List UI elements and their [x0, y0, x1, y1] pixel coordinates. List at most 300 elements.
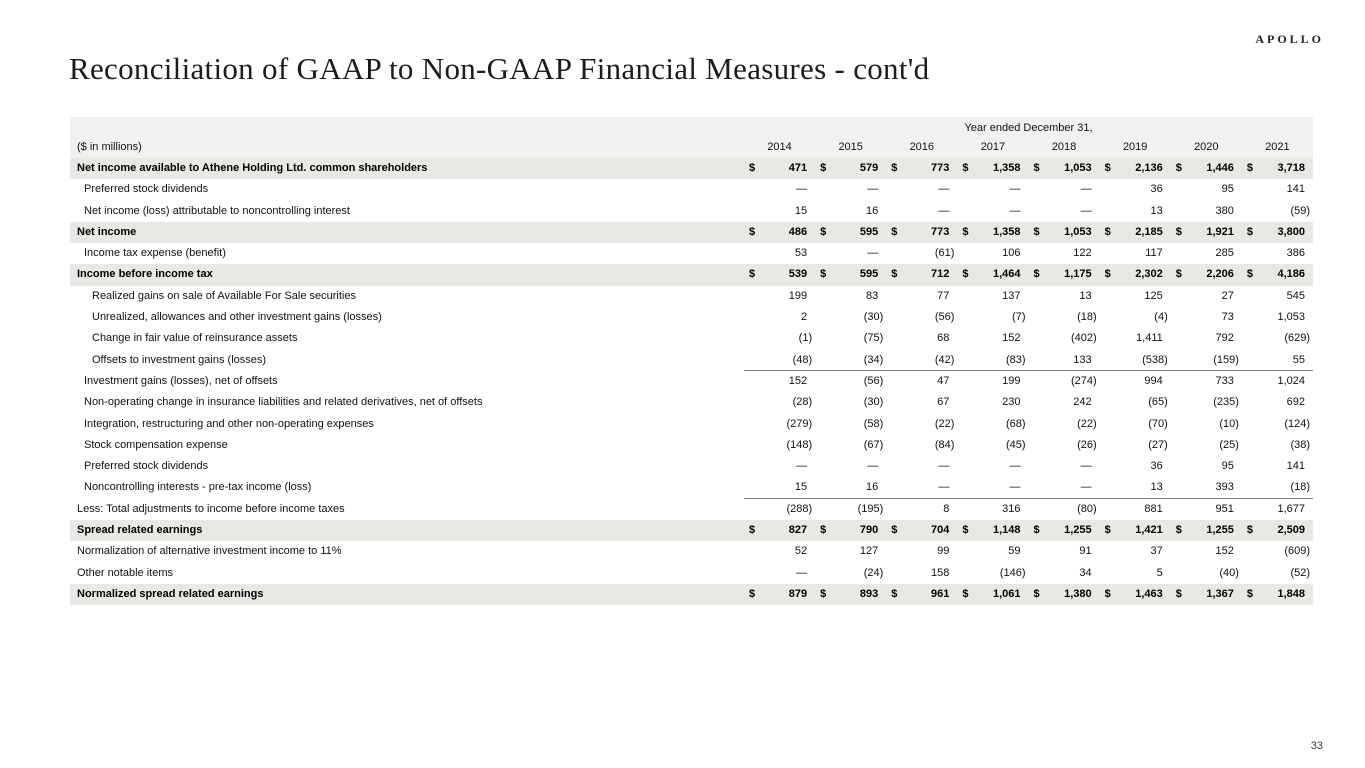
value-cell — [886, 179, 957, 200]
value-cell — [1242, 264, 1313, 285]
cell-value: 2,185 — [1135, 225, 1163, 238]
table-row — [70, 541, 1313, 562]
row-label: Non-operating change in insurance liabilities and related derivatives, net of offsets — [84, 396, 483, 409]
value-cell — [1171, 541, 1242, 562]
cell-value: 1,358 — [992, 225, 1021, 238]
cell-value: 242 — [1073, 396, 1092, 409]
cell-value: (34) — [863, 353, 884, 366]
currency-symbol: $ — [1246, 225, 1253, 238]
cell-value: (30) — [863, 396, 884, 409]
value-cell — [1242, 328, 1313, 349]
cell-value: 16 — [866, 204, 879, 217]
currency-symbol: $ — [891, 524, 898, 537]
cell-value: — — [867, 183, 879, 196]
cell-value: 773 — [931, 162, 950, 174]
row-values — [744, 286, 1313, 307]
value-cell — [744, 264, 815, 285]
currency-symbol: $ — [820, 162, 827, 174]
value-cell — [1242, 286, 1313, 307]
cell-value: 77 — [937, 289, 950, 302]
value-cell — [886, 414, 957, 435]
currency-symbol: $ — [1246, 587, 1253, 600]
cell-value: (75) — [863, 332, 884, 345]
period-header-label: Year ended December 31, — [964, 122, 1093, 134]
cell-value: (27) — [1148, 438, 1168, 451]
row-values — [744, 328, 1313, 349]
cell-value: 486 — [788, 225, 808, 238]
table-row — [70, 201, 1313, 222]
year-column-header: 2021 — [1265, 141, 1290, 153]
cell-value: (52) — [1290, 566, 1310, 579]
cell-value: — — [938, 183, 950, 196]
value-cell — [815, 435, 886, 456]
currency-symbol: $ — [1175, 268, 1182, 281]
cell-value: 3,800 — [1277, 225, 1305, 238]
value-cell — [744, 520, 815, 541]
value-cell — [957, 158, 1028, 179]
value-cell — [1100, 222, 1171, 243]
cell-value: 1,024 — [1277, 374, 1305, 387]
table-row — [70, 350, 1313, 371]
value-cell — [1100, 286, 1171, 307]
cell-value: 579 — [859, 162, 879, 174]
row-values — [744, 179, 1313, 200]
cell-value: 380 — [1215, 204, 1234, 217]
table-row — [70, 371, 1313, 392]
value-cell — [815, 414, 886, 435]
value-cell — [744, 456, 815, 477]
value-cell — [1029, 264, 1100, 285]
table-row — [70, 563, 1313, 584]
cell-value: 52 — [794, 545, 808, 558]
value-cell — [1029, 499, 1100, 520]
value-cell — [1029, 392, 1100, 413]
value-cell — [1029, 286, 1100, 307]
cell-value: (45) — [1005, 438, 1026, 451]
value-cell — [815, 307, 886, 328]
value-cell — [1029, 243, 1100, 264]
currency-symbol: $ — [1033, 225, 1040, 238]
row-label: Change in fair value of reinsurance assets — [92, 332, 298, 345]
table-header — [70, 117, 1313, 158]
cell-value: 1,061 — [992, 587, 1021, 600]
row-label: Investment gains (losses), net of offsets — [84, 374, 278, 387]
currency-symbol: $ — [1175, 225, 1182, 238]
value-cell — [1242, 563, 1313, 584]
value-cell — [957, 392, 1028, 413]
value-cell — [1029, 307, 1100, 328]
cell-value: (59) — [1290, 204, 1310, 217]
cell-value: (538) — [1142, 353, 1168, 366]
value-cell — [886, 243, 957, 264]
cell-value: 36 — [1150, 460, 1163, 473]
currency-symbol: $ — [749, 225, 756, 238]
cell-value: 34 — [1079, 566, 1092, 579]
value-cell — [957, 456, 1028, 477]
value-cell — [1242, 499, 1313, 520]
value-cell — [1100, 307, 1171, 328]
cell-value: 95 — [1221, 460, 1234, 473]
table-row — [70, 243, 1313, 264]
cell-value: (56) — [934, 311, 955, 324]
cell-value: 152 — [788, 374, 808, 387]
cell-value: 67 — [937, 396, 950, 409]
table-row — [70, 477, 1313, 498]
table-row — [70, 328, 1313, 349]
cell-value: (83) — [1005, 353, 1026, 366]
cell-value: 1,053 — [1277, 311, 1305, 324]
row-values — [744, 499, 1313, 520]
value-cell — [815, 371, 886, 392]
row-values — [744, 222, 1313, 243]
cell-value: 1,464 — [992, 268, 1021, 281]
value-cell — [886, 541, 957, 562]
cell-value: 152 — [1215, 545, 1234, 558]
value-cell — [957, 499, 1028, 520]
value-cell — [886, 520, 957, 541]
row-label: Less: Total adjustments to income before income taxes — [77, 502, 345, 515]
cell-value: (65) — [1148, 396, 1168, 409]
cell-value: 879 — [788, 587, 808, 600]
cell-value: (10) — [1219, 417, 1239, 430]
cell-value: 3,718 — [1277, 162, 1305, 174]
cell-value: 471 — [788, 162, 808, 174]
value-cell — [744, 328, 815, 349]
cell-value: 4,186 — [1277, 268, 1305, 281]
reconciliation-table — [70, 117, 1313, 605]
value-cell — [815, 222, 886, 243]
value-cell — [744, 201, 815, 222]
value-cell — [744, 584, 815, 605]
cell-value: 16 — [866, 481, 879, 494]
row-values — [744, 264, 1313, 285]
value-cell — [1029, 563, 1100, 584]
currency-symbol: $ — [820, 268, 827, 281]
cell-value: 393 — [1215, 481, 1234, 494]
cell-value: — — [1080, 460, 1092, 473]
cell-value: (30) — [863, 311, 884, 324]
cell-value: 1,411 — [1136, 332, 1163, 345]
cell-value: 141 — [1286, 460, 1305, 473]
table-body — [70, 158, 1313, 605]
cell-value: 773 — [931, 225, 950, 238]
value-cell — [1242, 201, 1313, 222]
value-cell — [1100, 179, 1171, 200]
value-cell — [1029, 520, 1100, 541]
value-cell — [744, 435, 815, 456]
row-values — [744, 201, 1313, 222]
cell-value: 2,206 — [1206, 268, 1234, 281]
cell-value: (195) — [857, 502, 884, 515]
value-cell — [1242, 179, 1313, 200]
value-cell — [1029, 158, 1100, 179]
row-values — [744, 350, 1313, 371]
value-cell — [1171, 264, 1242, 285]
value-cell — [815, 158, 886, 179]
value-cell — [1171, 243, 1242, 264]
value-cell — [886, 158, 957, 179]
cell-value: (58) — [863, 417, 884, 430]
value-cell — [1171, 222, 1242, 243]
year-header-row — [70, 137, 1313, 158]
table-row — [70, 392, 1313, 413]
cell-value: 117 — [1145, 247, 1163, 260]
page-title: Reconciliation of GAAP to Non-GAAP Financial Measures - cont'd — [69, 51, 930, 86]
value-cell — [886, 435, 957, 456]
value-cell — [886, 328, 957, 349]
units-label: ($ in millions) — [77, 141, 142, 153]
value-cell — [1100, 520, 1171, 541]
cell-value: 141 — [1286, 183, 1305, 196]
value-cell — [815, 350, 886, 370]
currency-symbol: $ — [891, 268, 898, 281]
currency-symbol: $ — [820, 524, 827, 537]
table-row — [70, 584, 1313, 605]
cell-value: 15 — [794, 204, 808, 217]
cell-value: — — [1009, 460, 1021, 473]
cell-value: (56) — [863, 374, 884, 387]
value-cell — [886, 584, 957, 605]
value-cell — [957, 307, 1028, 328]
cell-value: (146) — [999, 566, 1026, 579]
cell-value: (40) — [1219, 566, 1239, 579]
value-cell — [1171, 350, 1242, 370]
year-column-header: 2017 — [980, 141, 1006, 153]
cell-value: 595 — [859, 225, 879, 238]
currency-symbol: $ — [1104, 268, 1111, 281]
currency-symbol: $ — [962, 162, 969, 174]
row-values — [744, 158, 1313, 179]
row-label: Offsets to investment gains (losses) — [92, 353, 267, 366]
row-values — [744, 477, 1313, 498]
currency-symbol: $ — [749, 162, 756, 174]
value-cell — [1242, 414, 1313, 435]
cell-value: 5 — [1156, 566, 1163, 579]
value-cell — [1171, 179, 1242, 200]
value-cell — [1242, 222, 1313, 243]
row-label: Net income (loss) attributable to noncontrolling interest — [84, 204, 350, 217]
value-cell — [1242, 371, 1313, 392]
value-cell — [744, 477, 815, 497]
apollo-logo: APOLLO — [1255, 32, 1324, 46]
currency-symbol: $ — [1033, 268, 1040, 281]
table-row — [70, 499, 1313, 520]
value-cell — [815, 264, 886, 285]
cell-value: 285 — [1215, 247, 1234, 260]
cell-value: 99 — [937, 545, 950, 558]
value-cell — [1171, 435, 1242, 456]
cell-value: (18) — [1290, 481, 1310, 494]
value-cell — [744, 563, 815, 584]
year-column-header: 2014 — [767, 141, 792, 153]
value-cell — [1242, 392, 1313, 413]
value-cell — [1100, 456, 1171, 477]
value-cell — [957, 371, 1028, 392]
currency-symbol: $ — [891, 225, 898, 238]
value-cell — [1242, 243, 1313, 264]
cell-value: 1,148 — [992, 524, 1021, 537]
cell-value: (70) — [1148, 417, 1168, 430]
value-cell — [1100, 201, 1171, 222]
row-values — [744, 243, 1313, 264]
value-cell — [744, 243, 815, 264]
row-label: Normalization of alternative investment income to 11% — [77, 545, 342, 558]
value-cell — [1242, 520, 1313, 541]
row-label: Net income — [77, 225, 137, 238]
row-label: Normalized spread related earnings — [77, 587, 264, 600]
currency-symbol: $ — [962, 225, 969, 238]
value-cell — [1100, 499, 1171, 520]
value-cell — [886, 477, 957, 497]
value-cell — [957, 179, 1028, 200]
cell-value: 59 — [1008, 545, 1021, 558]
table-row — [70, 222, 1313, 243]
value-cell — [886, 286, 957, 307]
cell-value: 827 — [788, 524, 808, 537]
value-cell — [744, 371, 815, 392]
cell-value: (402) — [1070, 332, 1097, 345]
value-cell — [1171, 414, 1242, 435]
currency-symbol: $ — [749, 524, 756, 537]
cell-value: — — [867, 247, 879, 260]
value-cell — [1171, 307, 1242, 328]
value-cell — [815, 201, 886, 222]
value-cell — [957, 201, 1028, 222]
value-cell — [815, 286, 886, 307]
currency-symbol: $ — [1033, 524, 1040, 537]
value-cell — [1029, 371, 1100, 392]
cell-value: — — [1080, 204, 1092, 217]
cell-value: 733 — [1215, 374, 1234, 387]
cell-value: 539 — [788, 268, 808, 281]
cell-value: (274) — [1070, 374, 1097, 387]
row-label: Other notable items — [77, 566, 173, 579]
cell-value: 36 — [1150, 183, 1163, 196]
cell-value: 1,921 — [1206, 225, 1234, 238]
cell-value: 199 — [788, 289, 808, 302]
row-values — [744, 520, 1313, 541]
cell-value: 1,446 — [1206, 162, 1234, 174]
row-values — [744, 563, 1313, 584]
cell-value: — — [1009, 183, 1021, 196]
value-cell — [815, 520, 886, 541]
cell-value: 1,463 — [1135, 587, 1163, 600]
value-cell — [1171, 286, 1242, 307]
value-cell — [957, 563, 1028, 584]
cell-value: (61) — [934, 247, 955, 260]
value-cell — [886, 392, 957, 413]
cell-value: 1,677 — [1277, 502, 1305, 515]
row-label: Integration, restructuring and other non-operating expenses — [84, 417, 374, 430]
row-label: Spread related earnings — [77, 524, 203, 537]
value-cell — [1100, 563, 1171, 584]
value-cell — [815, 499, 886, 520]
row-values — [744, 392, 1313, 413]
cell-value: 1,053 — [1064, 225, 1092, 238]
value-cell — [1029, 414, 1100, 435]
cell-value: (629) — [1284, 332, 1310, 345]
cell-value: 1,367 — [1206, 587, 1234, 600]
cell-value: (148) — [786, 438, 813, 451]
currency-symbol: $ — [1175, 587, 1182, 600]
cell-value: 881 — [1144, 502, 1163, 515]
value-cell — [1100, 477, 1171, 497]
value-cell — [886, 371, 957, 392]
value-cell — [1171, 392, 1242, 413]
cell-value: 1,255 — [1206, 524, 1234, 537]
cell-value: (7) — [1012, 311, 1026, 324]
currency-symbol: $ — [1104, 524, 1111, 537]
value-cell — [744, 541, 815, 562]
value-cell — [1100, 264, 1171, 285]
value-cell — [815, 392, 886, 413]
cell-value: 692 — [1286, 396, 1305, 409]
value-cell — [1171, 158, 1242, 179]
value-cell — [815, 243, 886, 264]
year-column-header: 2016 — [909, 141, 935, 153]
value-cell — [744, 286, 815, 307]
value-cell — [1029, 222, 1100, 243]
row-label: Preferred stock dividends — [84, 183, 209, 196]
page-number: 33 — [1310, 740, 1323, 752]
cell-value: 199 — [1002, 374, 1021, 387]
currency-symbol: $ — [962, 524, 969, 537]
year-column-header: 2015 — [838, 141, 863, 153]
cell-value: 893 — [859, 587, 879, 600]
value-cell — [1242, 584, 1313, 605]
value-cell — [1100, 414, 1171, 435]
currency-symbol: $ — [891, 587, 898, 600]
cell-value: — — [1080, 183, 1092, 196]
value-cell — [744, 350, 815, 370]
currency-symbol: $ — [749, 587, 756, 600]
currency-symbol: $ — [1175, 162, 1182, 174]
value-cell — [1029, 435, 1100, 456]
cell-value: 1,358 — [992, 162, 1021, 174]
value-cell — [886, 563, 957, 584]
value-cell — [1242, 435, 1313, 456]
value-cell — [1100, 392, 1171, 413]
cell-value: — — [1080, 481, 1092, 494]
currency-symbol: $ — [1246, 524, 1253, 537]
cell-value: 27 — [1221, 289, 1234, 302]
table-row — [70, 307, 1313, 328]
value-cell — [1100, 328, 1171, 349]
header-spacer — [70, 117, 744, 137]
value-cell — [1100, 584, 1171, 605]
value-cell — [815, 563, 886, 584]
cell-value: 127 — [859, 545, 879, 558]
cell-value: 55 — [1292, 353, 1305, 366]
cell-value: 91 — [1079, 545, 1092, 558]
cell-value: (4) — [1154, 311, 1168, 324]
value-cell — [957, 350, 1028, 370]
currency-symbol: $ — [1175, 524, 1182, 537]
cell-value: 125 — [1144, 289, 1163, 302]
period-header-row — [70, 117, 1313, 137]
value-cell — [744, 158, 815, 179]
row-label: Stock compensation expense — [84, 438, 228, 451]
row-values — [744, 414, 1313, 435]
value-cell — [815, 328, 886, 349]
cell-value: — — [1009, 481, 1021, 494]
value-cell — [957, 222, 1028, 243]
cell-value: 13 — [1150, 481, 1163, 494]
value-cell — [744, 392, 815, 413]
value-cell — [957, 328, 1028, 349]
cell-value: 2,136 — [1135, 162, 1163, 174]
value-cell — [1171, 520, 1242, 541]
